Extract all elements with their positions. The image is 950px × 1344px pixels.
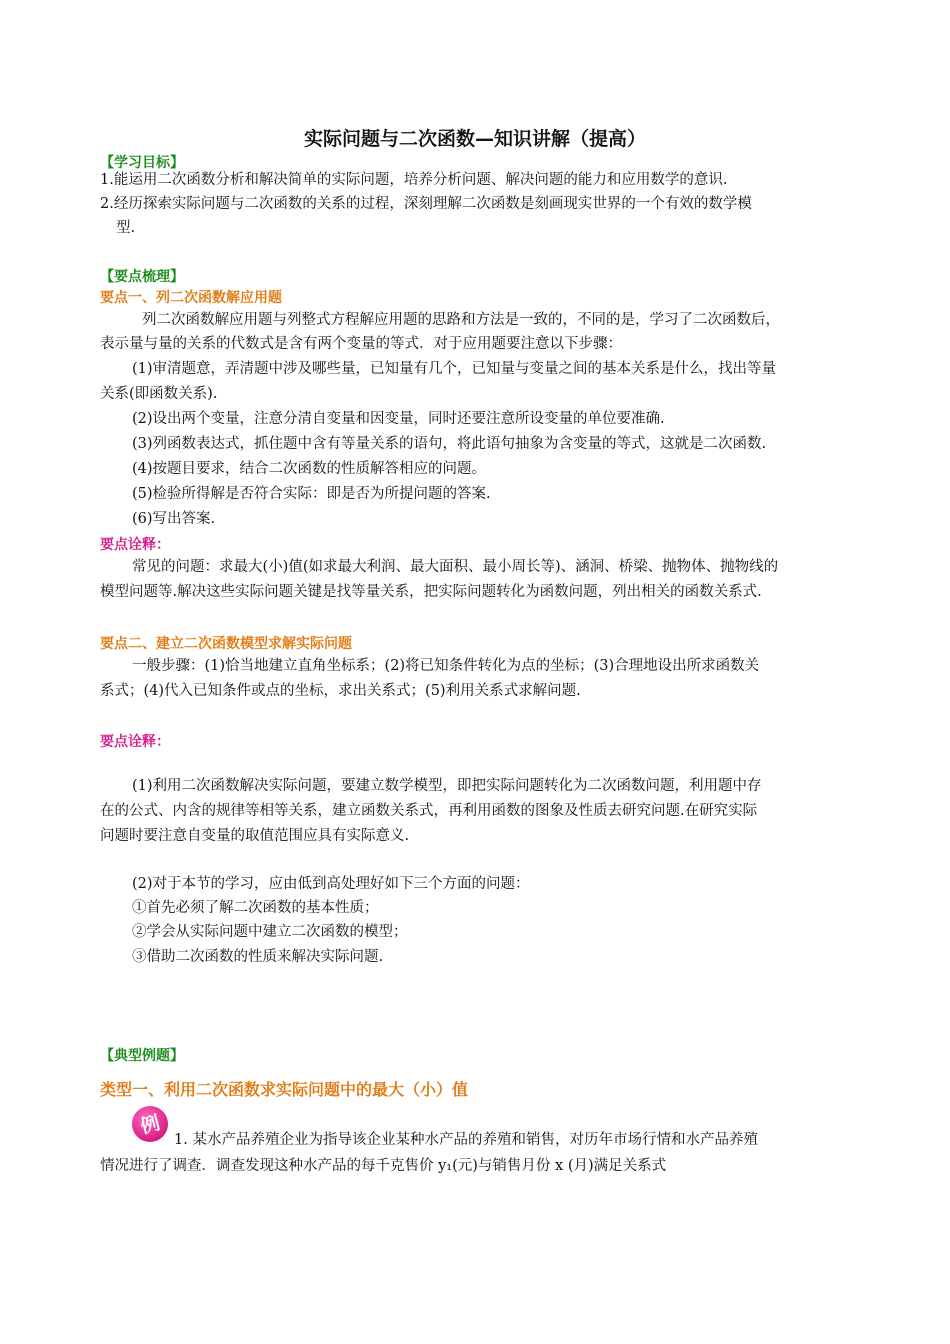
point1-step: (4)按题目要求，结合二次函数的性质解答相应的问题。 <box>132 461 487 477</box>
point1-note-line: 常见的问题：求最大(小)值(如求最大利润、最大面积、最小周长等)、涵洞、桥梁、抛物体、抛物线的 <box>132 559 779 575</box>
document-title: 实际问题与二次函数—知识讲解（提高） <box>303 128 646 150</box>
goal-item-2: 2.经历探索实际问题与二次函数的关系的过程，深刻理解二次函数是刻画现实世界的一个有效的数学模 <box>100 196 752 212</box>
point1-step: (5)检验所得解是否符合实际：即是否为所提问题的答案. <box>132 486 491 502</box>
point2-heading: 要点二、建立二次函数模型求解实际问题 <box>100 636 352 652</box>
point2-note-line: 在的公式、内含的规律等相等关系，建立函数关系式，再利用函数的图象及性质去研究问题.在研究实际 <box>100 803 758 819</box>
point2-note-item: ①首先必须了解二次函数的基本性质； <box>132 900 379 916</box>
point1-heading: 要点一、列二次函数解应用题 <box>100 290 282 306</box>
goals-heading: 【学习目标】 <box>100 155 184 171</box>
example-badge-icon <box>130 1104 170 1144</box>
badge-label: 例 <box>138 1111 163 1139</box>
points-heading: 【要点梳理】 <box>100 269 184 285</box>
point2-step-line: 系式；(4)代入已知条件或点的坐标，求出关系式；(5)利用关系式求解问题. <box>100 683 581 699</box>
type1-heading: 类型一、利用二次函数求实际问题中的最大（小）值 <box>100 1080 469 1099</box>
point2-note-item: ③借助二次函数的性质来解决实际问题. <box>132 949 384 965</box>
point1-note-line: 模型问题等.解决这些实际问题关键是找等量关系，把实际问题转化为函数问题，列出相关的函数关系式. <box>100 584 762 600</box>
point1-step: (6)写出答案. <box>132 511 216 527</box>
point1-intro-line: 表示量与量的关系的代数式是含有两个变量的等式．对于应用题要注意以下步骤： <box>100 336 622 352</box>
point2-note-line: (1)利用二次函数解决实际问题，要建立数学模型，即把实际问题转化为二次函数问题，利用题中存 <box>132 778 762 794</box>
goal-item-1: 1.能运用二次函数分析和解决简单的实际问题，培养分析问题、解决问题的能力和应用数学的意识. <box>100 172 728 188</box>
point2-note-item: (2)对于本节的学习，应由低到高处理好如下三个方面的问题： <box>132 876 530 892</box>
point2-note-item: ②学会从实际问题中建立二次函数的模型； <box>132 924 408 940</box>
point2-step-line: 一般步骤：(1)恰当地建立直角坐标系；(2)将已知条件转化为点的坐标；(3)合理地设出所求函数关 <box>132 658 760 674</box>
point2-note-line: 问题时要注意自变量的取值范围应具有实际意义. <box>100 828 410 844</box>
point1-note-heading: 要点诠释： <box>100 537 170 553</box>
point1-step: (1)审清题意，弄清题中涉及哪些量，已知量有几个，已知量与变量之间的基本关系是什么，找出等量 <box>132 361 777 377</box>
point1-step: (2)设出两个变量，注意分清自变量和因变量，同时还要注意所设变量的单位要准确. <box>132 411 665 427</box>
point1-step: (3)列函数表达式，抓住题中含有等量关系的语句，将此语句抽象为含变量的等式，这就是二次函数. <box>132 436 767 452</box>
example1-line: 1. 某水产品养殖企业为指导该企业某种水产品的养殖和销售，对历年市场行情和水产品养殖 <box>174 1132 758 1148</box>
example1-line: 情况进行了调查．调查发现这种水产品的每千克售价 y₁(元)与销售月份 x (月)满足关系式 <box>100 1158 667 1174</box>
point1-step: 关系(即函数关系). <box>100 386 218 402</box>
point2-note-heading: 要点诠释： <box>100 734 170 750</box>
examples-heading: 【典型例题】 <box>100 1048 184 1064</box>
point1-intro-line: 列二次函数解应用题与列整式方程解应用题的思路和方法是一致的，不同的是，学习了二次函数后， <box>142 312 780 328</box>
goal-item-2-cont: 型. <box>116 220 136 236</box>
